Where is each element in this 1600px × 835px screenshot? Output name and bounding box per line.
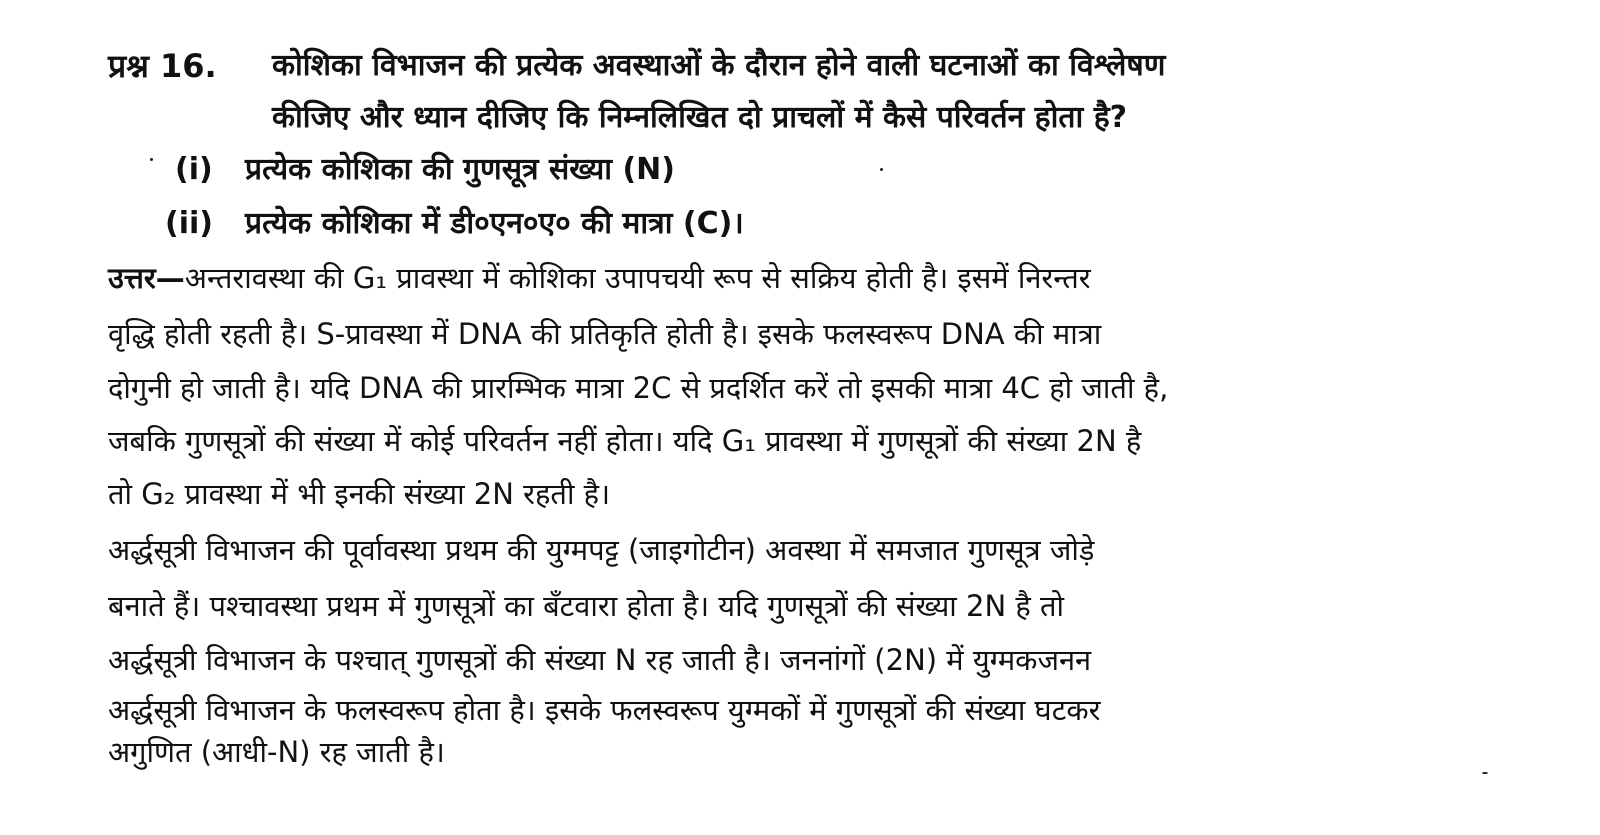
answer-line: अगुणित (आधी-N) रह जाती है।: [108, 735, 445, 769]
answer-line: जबकि गुणसूत्रों की संख्या में कोई परिवर्तन नहीं होता। यदि G₁ प्रावस्था में गुणसूत्रों की संख्या 2N है: [108, 424, 1142, 458]
part-text: प्रत्येक कोशिका में डी०एन०ए० की मात्रा (C)।: [245, 206, 744, 241]
answer-line: अर्द्धसूत्री विभाजन के पश्चात् गुणसूत्रों की संख्या N रह जाती है। जननांगों (2N) में युग्मकजनन: [108, 643, 1092, 677]
part-number: (i): [175, 152, 213, 187]
answer-line: अर्द्धसूत्री विभाजन के फलस्वरूप होता है। इसके फलस्वरूप युग्मकों में गुणसूत्रों की संख्या घटकर: [108, 693, 1101, 727]
answer-line: अर्द्धसूत्री विभाजन की पूर्वावस्था प्रथम की युग्मपट्ट (जाइगोटीन) अवस्था में समजात गुणसूत्र जोड़े: [108, 533, 1095, 567]
part-text: प्रत्येक कोशिका की गुणसूत्र संख्या (N): [245, 152, 675, 187]
scan-speck: [1482, 772, 1488, 774]
part-number: (ii): [165, 206, 213, 241]
scan-speck: [880, 168, 883, 171]
answer-line: [108, 258, 1091, 298]
question-line: कोशिका विभाजन की प्रत्येक अवस्थाओं के दौरान होने वाली घटनाओं का विश्लेषण: [272, 48, 1166, 83]
question-part-i: [175, 150, 675, 190]
answer-label: उत्तर—: [108, 261, 185, 295]
question-part-ii: [165, 204, 744, 244]
answer-line: बनाते हैं। पश्चावस्था प्रथम में गुणसूत्रों का बँटवारा होता है। यदि गुणसूत्रों की संख्या 2N है तो: [108, 589, 1065, 623]
answer-line: तो G₂ प्रावस्था में भी इनकी संख्या 2N रहती है।: [108, 477, 611, 511]
scan-speck: [150, 158, 153, 161]
question-label: प्रश्न 16.: [108, 47, 217, 85]
question-line: कीजिए और ध्यान दीजिए कि निम्नलिखित दो प्राचलों में कैसे परिवर्तन होता है?: [272, 100, 1128, 135]
answer-text: अन्तरावस्था की G₁ प्रावस्था में कोशिका उपापचयी रूप से सक्रिय होती है। इसमें निरन्तर: [184, 261, 1091, 295]
answer-line: दोगुनी हो जाती है। यदि DNA की प्रारम्भिक मात्रा 2C से प्रदर्शित करें तो इसकी मात्रा 4C हो जाती है,: [108, 371, 1169, 405]
answer-line: वृद्धि होती रहती है। S-प्रावस्था में DNA की प्रतिकृति होती है। इसके फलस्वरूप DNA की मात्रा: [108, 317, 1102, 351]
